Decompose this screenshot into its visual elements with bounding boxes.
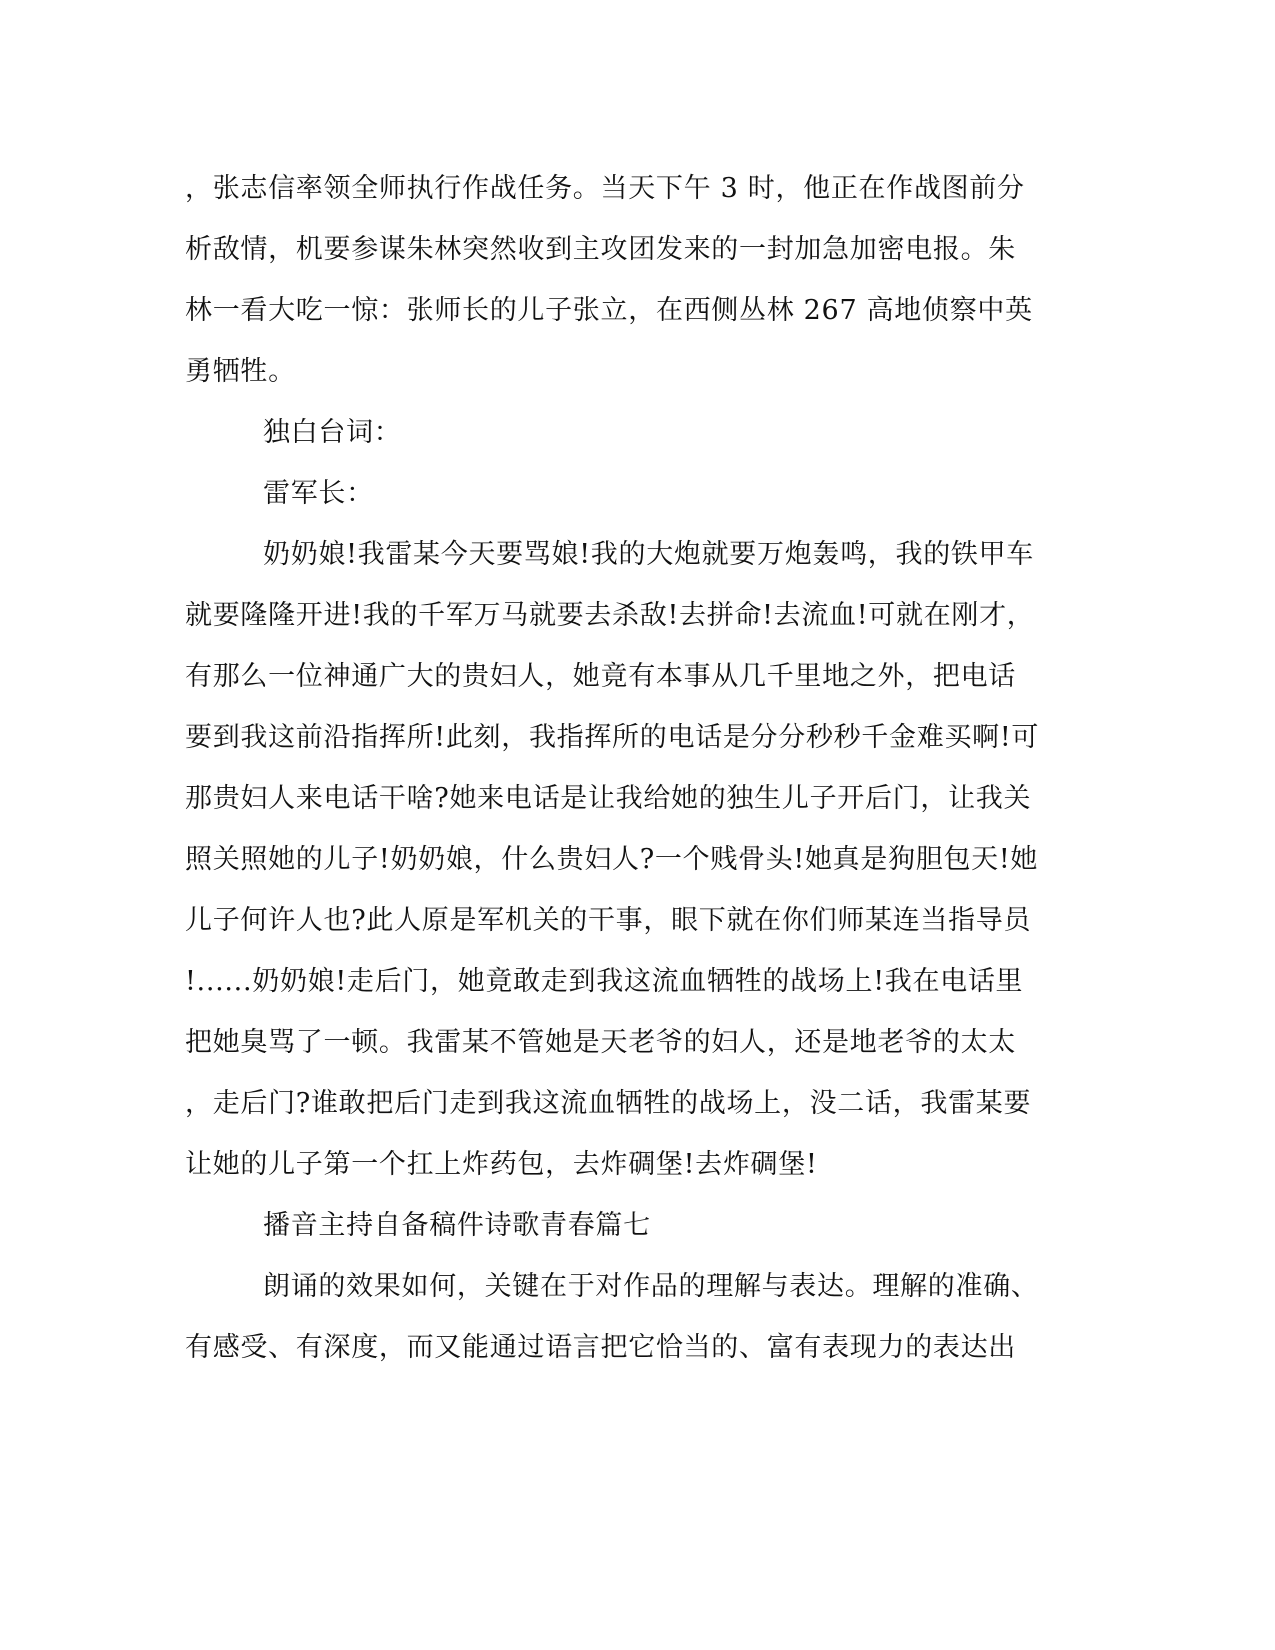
section-heading: 播音主持自备稿件诗歌青春篇七	[263, 1210, 651, 1241]
text-line: ，走后门?谁敢把后门走到我这流血牺牲的战场上，没二话，我雷某要	[185, 1088, 1032, 1119]
text-line: 奶奶娘!我雷某今天要骂娘!我的大炮就要万炮轰鸣，我的铁甲车	[263, 539, 1034, 570]
text-line: 就要隆隆开进!我的千军万马就要去杀敌!去拼命!去流血!可就在刚才，	[185, 600, 1035, 631]
document-body	[185, 158, 1090, 1378]
speaker-name: 雷军长：	[263, 478, 374, 509]
text-line: ，张志信率领全师执行作战任务。当天下午 3 时，他正在作战图前分	[185, 173, 1025, 204]
text-line: 让她的儿子第一个扛上炸药包，去炸碉堡!去炸碉堡!	[185, 1149, 818, 1180]
text-line: 勇牺牲。	[185, 356, 296, 387]
text-line: 有那么一位神通广大的贵妇人，她竟有本事从几千里地之外，把电话	[185, 661, 1016, 692]
monologue-heading: 独白台词：	[263, 417, 402, 448]
text-line: 儿子何许人也?此人原是军机关的干事，眼下就在你们师某连当指导员	[185, 905, 1032, 936]
text-line: 要到我这前沿指挥所!此刻，我指挥所的电话是分分秒秒千金难买啊!可	[185, 722, 1040, 753]
text-line: 那贵妇人来电话干啥?她来电话是让我给她的独生儿子开后门，让我关	[185, 783, 1032, 814]
text-line: 林一看大吃一惊：张师长的儿子张立，在西侧丛林 267 高地侦察中英	[185, 295, 1033, 326]
text-line: 照关照她的儿子!奶奶娘，什么贵妇人?一个贱骨头!她真是狗胆包天!她	[185, 844, 1039, 875]
text-line: !......奶奶娘!走后门，她竟敢走到我这流血牺牲的战场上!我在电话里	[185, 966, 1024, 997]
text-line: 朗诵的效果如何，关键在于对作品的理解与表达。理解的准确、	[263, 1271, 1039, 1302]
text-line: 析敌情，机要参谋朱林突然收到主攻团发来的一封加急加密电报。朱	[185, 234, 1016, 265]
text-line: 把她臭骂了一顿。我雷某不管她是天老爷的妇人，还是地老爷的太太	[185, 1027, 1016, 1058]
text-line: 有感受、有深度，而又能通过语言把它恰当的、富有表现力的表达出	[185, 1332, 1016, 1363]
